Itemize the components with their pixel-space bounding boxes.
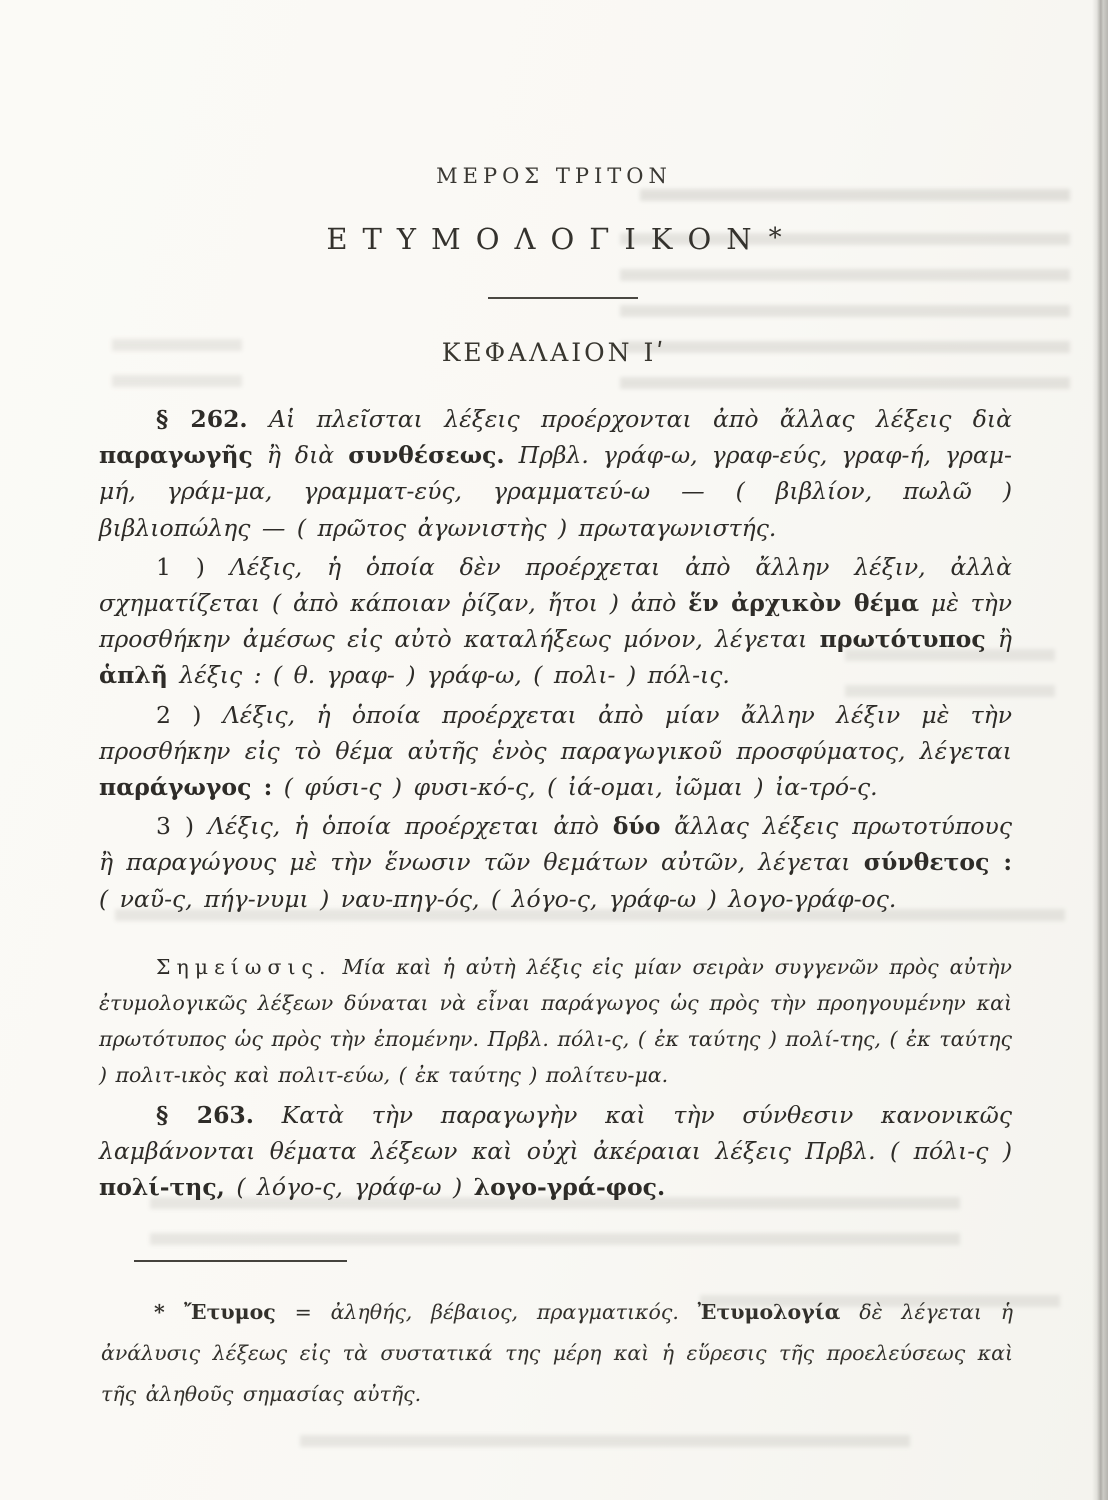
bleed-through-smudge <box>300 1426 910 1464</box>
title-rule-divider <box>488 297 638 299</box>
paragraph-section-262: § 262. Αἱ πλεῖσται λέξεις προέρχονται ἀπὸ ἄλλας λέξεις διὰ παραγωγῆς ἢ διὰ συνθέσεως. Πρβλ. γράφ-ω, γραφ-εύς, γραφ-ή, γραμ-μή, γράμ-μα, γραμματ-εύς, γραμματεύ-ω — ( βιβλίον, πωλῶ ) βιβλιοπώλης — ( πρῶτος ἀγωνιστὴς ) πρωταγωνιστής. <box>99 405 1012 542</box>
footnote-divider <box>134 1260 347 1262</box>
list-item-3: 3 ) Λέξις, ἡ ὁποία προέρχεται ἀπὸ δύο ἄλλας λέξεις πρωτοτύπους ἢ παραγώγους μὲ τὴν ἕνωσιν τῶν θεμάτων αὐτῶν, λέγεται σύνθετος : ( ναῦ-ς, πήγ-νυμι ) ναυ-πηγ-ός, ( λόγο-ς, γράφ-ω ) λογο-γράφ-ος. <box>99 812 1013 913</box>
page-title-text: ΕΤΥΜΟΛΟΓΙΚΟΝ <box>326 222 767 256</box>
footnote: * Ἔτυμος = ἀληθής, βέβαιος, πραγματικός. Ἐτυμολογία δὲ λέγεται ἡ ἀνάλυσις λέξεως εἰς τὰ συστατικά της μέρη καὶ ἡ εὕρεσις τῆς προελεύσεως καὶ τῆς ἀληθοῦς σημασίας αὐτῆς. <box>101 1300 1014 1406</box>
remark-note: Σημείωσις. Μία καὶ ἡ αὐτὴ λέξις εἰς μίαν σειρὰν συγγενῶν πρὸς αὐτὴν ἐτυμολογικῶς λέξεων δύναται νὰ εἶναι παράγωγος ὡς πρὸς τὴν προηγουμένην καὶ πρωτότυπος ὡς πρὸς τὴν ἑπομένην. Πρβλ. πόλι-ς, ( ἐκ ταύτης ) πολί-της, ( ἐκ ταύτης ) πολιτ-ικὸς καὶ πολιτ-εύω, ( ἐκ ταύτης ) πολίτευ-μα. <box>99 954 1012 1087</box>
part-header: ΜΕΡΟΣ ΤΡΙΤΟΝ <box>436 164 672 188</box>
page-title <box>0 222 1108 256</box>
paragraph-section-263: § 263. Κατὰ τὴν παραγωγὴν καὶ τὴν σύνθεσιν κανονικῶς λαμβάνονται θέματα λέξεων καὶ οὐχὶ ἀκέραιαι λέξεις Πρβλ. ( πόλι-ς ) πολί-της, ( λόγο-ς, γράφ-ω ) λογο-γρά-φος. <box>99 1100 1012 1202</box>
footnote-reference-asterisk: * <box>768 223 782 253</box>
list-item-1: 1 ) Λέξις, ἡ ὁποία δὲν προέρχεται ἀπὸ ἄλλην λέξιν, ἀλλὰ σχηματίζεται ( ἀπὸ κάποιαν ῥίζαν, ἤτοι ) ἀπὸ ἕν ἀρχικὸν θέμα μὲ τὴν προσθήκην ἀμέσως εἰς αὐτὸ καταλήξεως μόνον, λέγεται πρωτότυπος ἢ ἁπλῆ λέξις : ( θ. γραφ- ) γράφ-ω, ( πολι- ) πόλ-ις. <box>99 552 1012 690</box>
main-text-block <box>99 401 1012 1205</box>
list-item-2: 2 ) Λέξις, ἡ ὁποία προέρχεται ἀπὸ μίαν ἄλλην λέξιν μὲ τὴν προσθήκην εἰς τὸ θέμα αὐτῆς ἑνὸς παραγωγικοῦ προσφύματος, λέγεται παράγωγος : ( φύσι-ς ) φυσι-κό-ς, ( ἰά-ομαι, ἰῶμαι ) ἰα-τρό-ς. <box>99 700 1012 802</box>
page-edge-shadow <box>1092 0 1108 1500</box>
chapter-heading: ΚΕΦΑΛΑΙΟΝ Ιʹ <box>441 338 667 367</box>
